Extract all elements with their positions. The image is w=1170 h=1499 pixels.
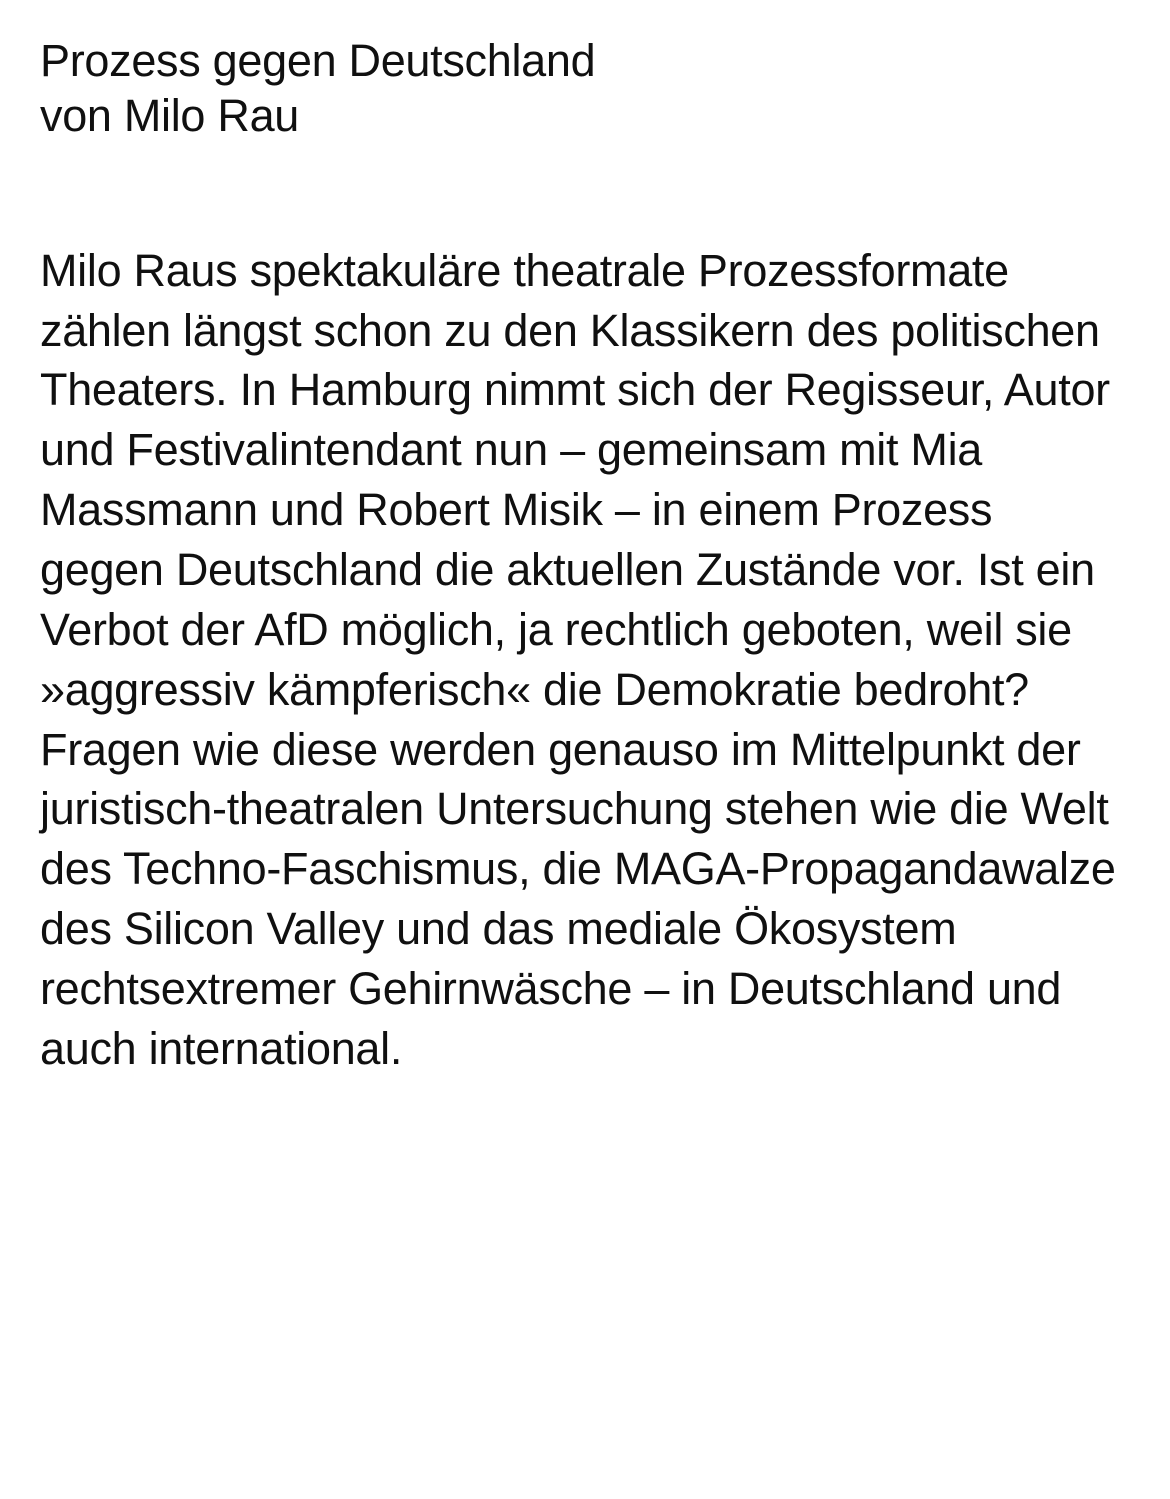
title-body-spacer [40,144,1122,196]
body-paragraph: Milo Raus spektakuläre theatrale Prozessformate zählen längst schon zu den Klassikern des politischen Theaters. In Hamburg nimmt sich der Regisseur, Autor und Festivalintendant nun – gemeinsam mit Mia Massmann und Robert Misik – in einem Prozess gegen Deutschland die aktuellen Zustände vor. Ist ein Verbot der AfD möglich, ja rechtlich geboten, weil sie »aggressiv kämpferisch« die Demokratie bedroht? Fragen wie diese werden genauso im Mittelpunkt der juristisch-theatralen Untersuchung stehen wie die Welt des Techno-Faschismus, die MAGA-Propagandawalze des Silicon Valley und das mediale Ökosystem rechtsextremer Gehirnwäsche – in Deutschland und auch international. [40,244,1128,1074]
title-line-work: Prozess gegen Deutschland [40,35,596,86]
title-line-author: von Milo Rau [40,89,300,141]
page-title [40,34,1122,144]
